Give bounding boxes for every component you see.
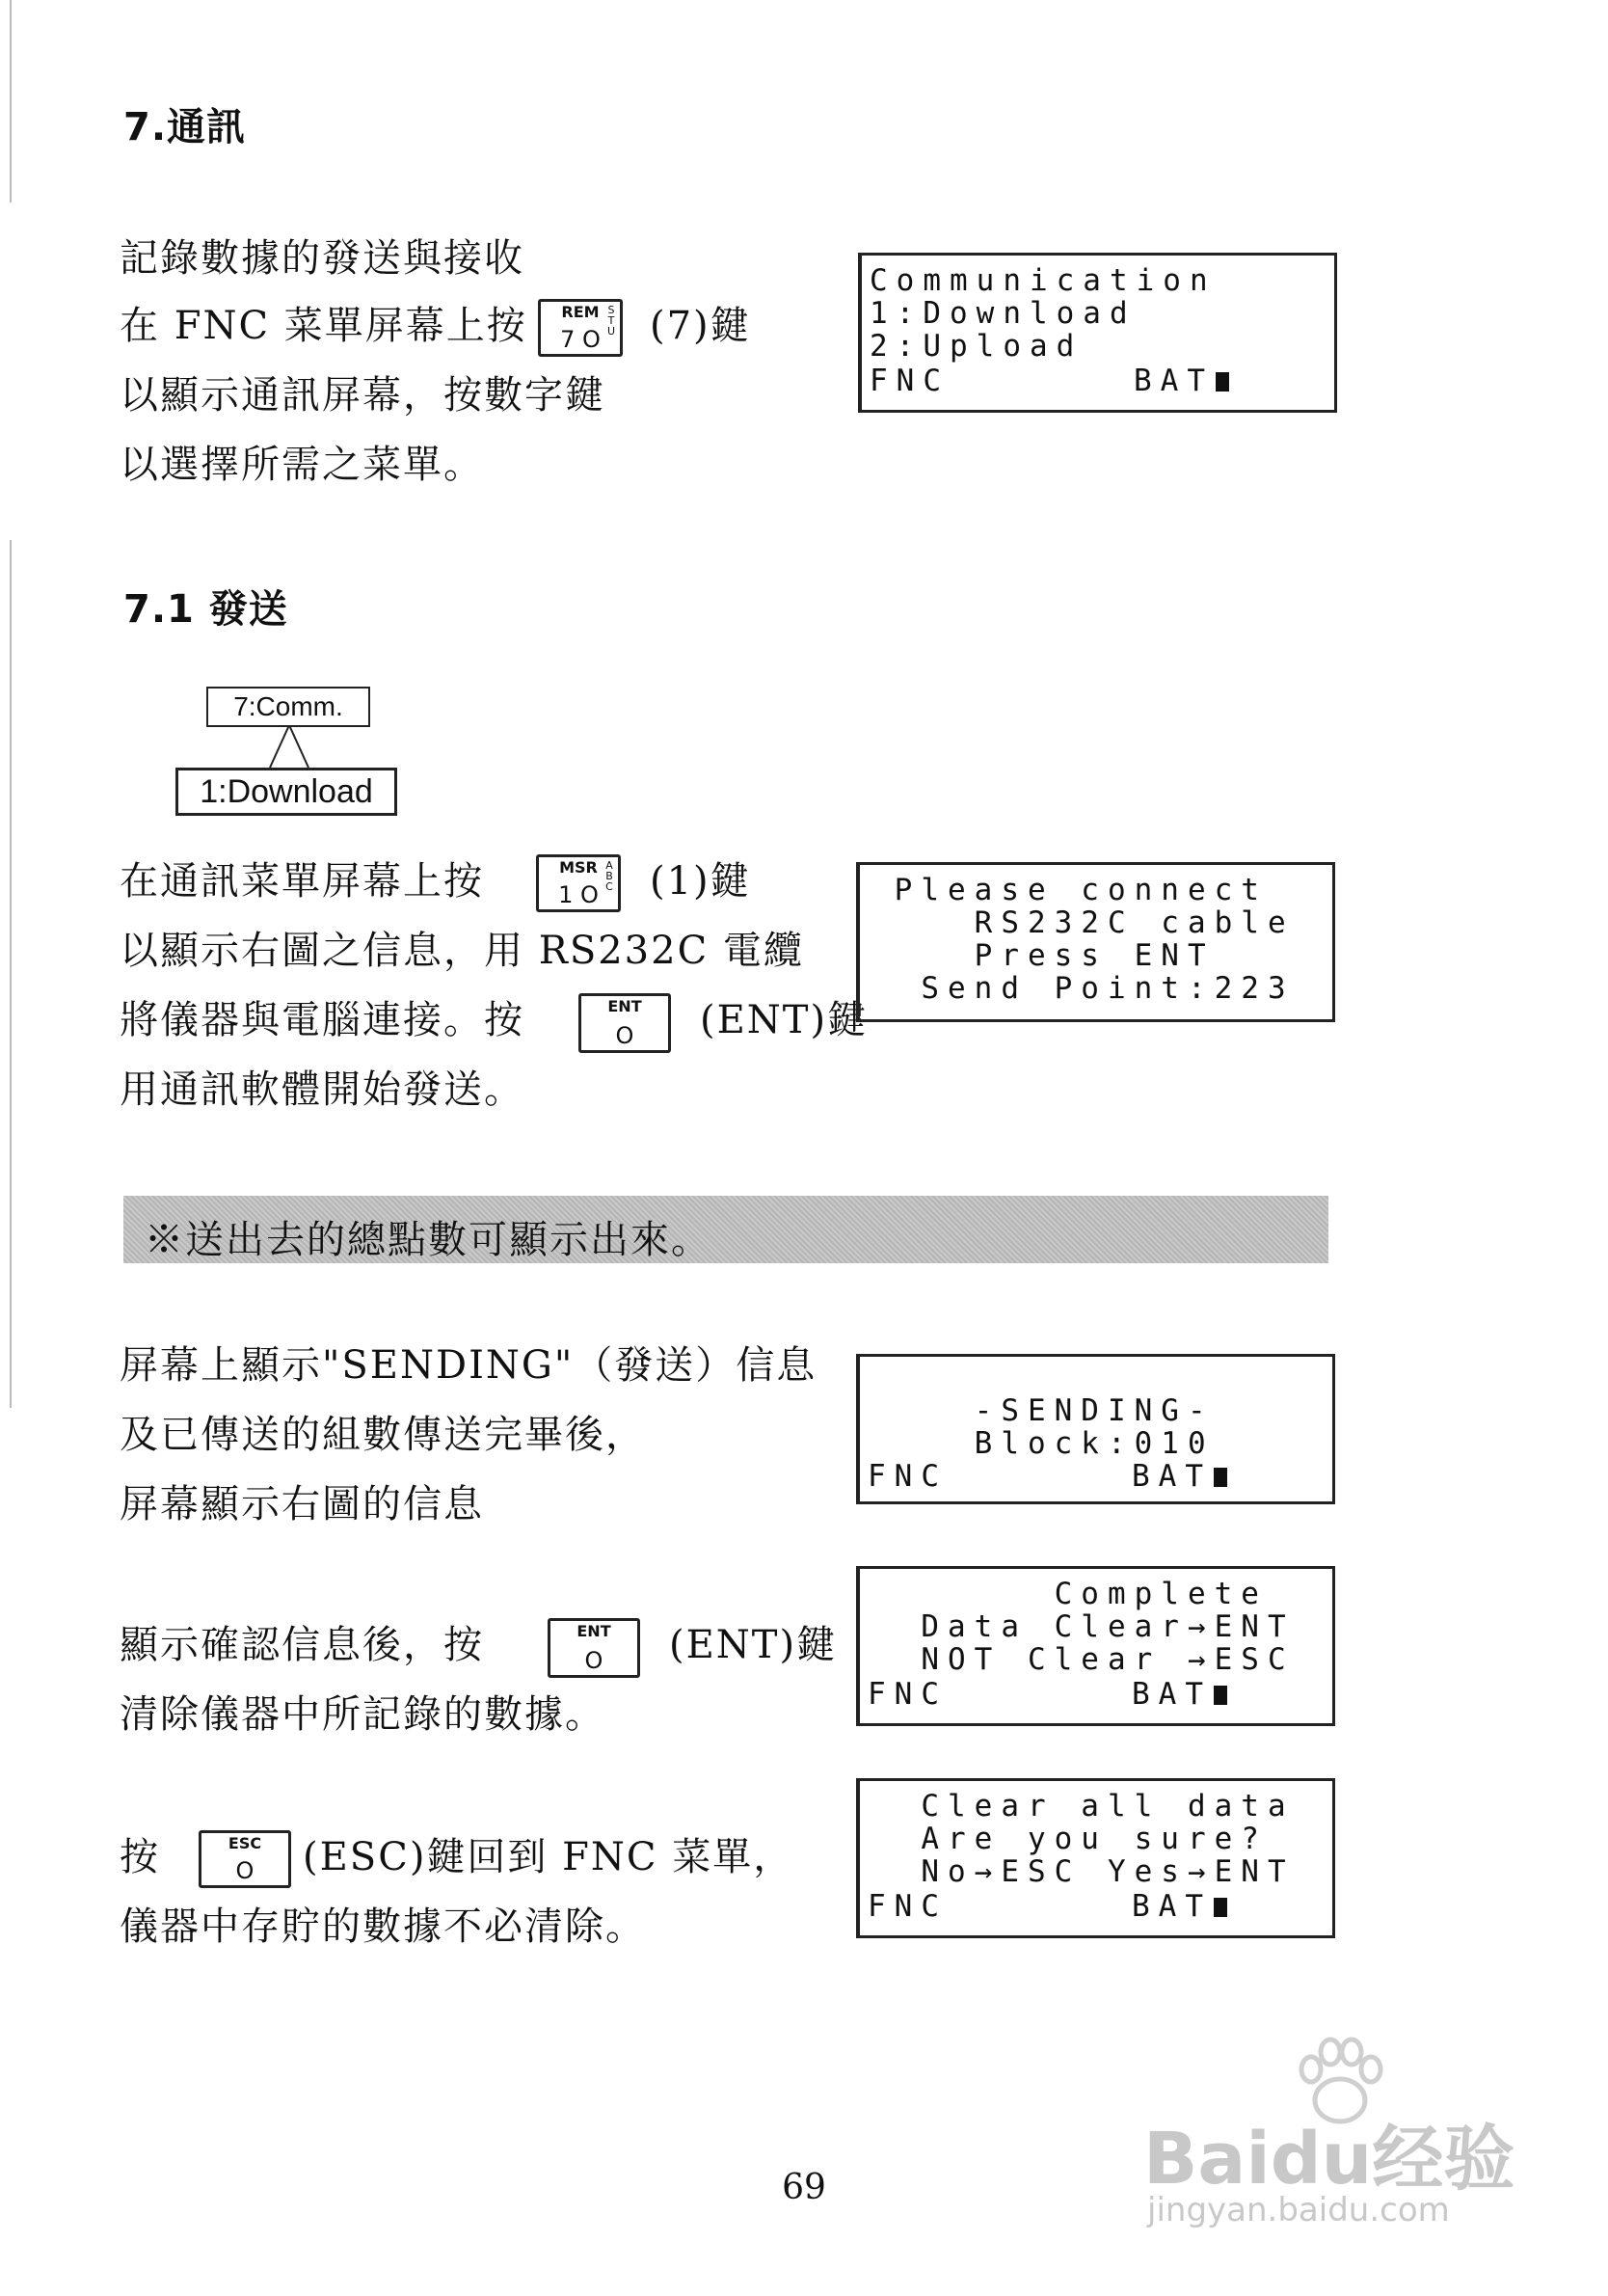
subsection-title: 7.1 發送 — [123, 587, 288, 632]
page-number: 69 — [782, 2168, 826, 2207]
lcd-clear-confirm — [856, 1778, 1335, 1938]
lcd-line: RS232C cable — [868, 905, 1295, 940]
lcd-line: Communication — [870, 263, 1217, 298]
key-bottom-label: 1 O — [558, 881, 599, 908]
lcd-line: NOT Clear →ESC — [868, 1642, 1295, 1677]
note-text: ※送出去的總點數可顯示出來。 — [145, 1218, 711, 1262]
esc-key-icon — [199, 1830, 291, 1888]
confirm-line-1: 顯示確認信息後，按 — [120, 1623, 484, 1667]
lcd-line: Data Clear→ENT — [868, 1609, 1295, 1644]
lcd-sending-status — [856, 1354, 1335, 1504]
lcd-fnc-label: FNC — [868, 1889, 948, 1924]
watermark-url: jingyan.baidu.com — [1147, 2191, 1450, 2229]
lcd-fnc-label: FNC — [868, 1459, 948, 1494]
download-ent-suffix: (ENT)鍵 — [700, 998, 869, 1042]
sending-line-3: 屏幕顯示右圖的信息 — [120, 1482, 484, 1526]
msr-key-icon — [536, 854, 621, 912]
flow-child-box: 1:Download — [175, 768, 397, 816]
esc-line-prefix: 按 — [120, 1835, 160, 1879]
key-bottom-label: O — [235, 1857, 255, 1884]
intro-line-3: 以顯示通訊屏幕，按數字鍵 — [120, 373, 605, 418]
key-side-label: S T U — [606, 304, 616, 338]
ent-key-icon — [548, 1618, 640, 1678]
intro-line-4: 以選擇所需之菜單。 — [120, 443, 484, 487]
confirm-line-2: 清除儀器中所記錄的數據。 — [120, 1692, 605, 1737]
battery-icon — [1214, 1898, 1227, 1917]
rem-key-icon — [538, 299, 623, 357]
lcd-block-count: Block:010 — [868, 1426, 1215, 1461]
lcd-line: Clear all data — [868, 1789, 1295, 1823]
lcd-fnc-label: FNC — [870, 364, 950, 398]
ent-key-icon — [578, 993, 671, 1053]
lcd-line: Please connect — [868, 873, 1268, 907]
lcd-line: -SENDING- — [868, 1393, 1215, 1428]
key-bottom-label: O — [584, 1647, 603, 1674]
lcd-line: Press ENT — [868, 938, 1215, 973]
intro-line-2: 在 FNC 菜單屏幕上按 — [120, 304, 527, 348]
key-top-label: REM — [561, 303, 600, 321]
key-top-label: ENT — [576, 1622, 611, 1640]
section-title: 7.通訊 — [123, 105, 247, 149]
intro-line-1: 記錄數據的發送與接收 — [120, 236, 524, 281]
lcd-connect-prompt — [856, 862, 1335, 1022]
margin-line — [10, 540, 12, 1408]
battery-icon — [1214, 1686, 1227, 1705]
download-line-3: 將儀器與電腦連接。按 — [120, 998, 524, 1042]
battery-icon — [1216, 372, 1229, 392]
note-banner — [123, 1196, 1328, 1263]
flow-connector — [260, 725, 318, 770]
confirm-ent-suffix: (ENT)鍵 — [669, 1623, 838, 1667]
download-line-1: 在通訊菜單屏幕上按 — [120, 859, 484, 904]
lcd-battery-indicator: BAT — [1132, 1677, 1227, 1712]
flow-parent-box: 7:Comm. — [206, 687, 370, 727]
key-side-label: A B C — [605, 859, 613, 893]
sending-line-1: 屏幕上顯示"SENDING"（發送）信息 — [120, 1343, 817, 1388]
lcd-battery-indicator: BAT — [1132, 1889, 1227, 1924]
key-bottom-label: O — [615, 1022, 634, 1049]
esc-line-2: 儀器中存貯的數據不必清除。 — [120, 1904, 646, 1949]
lcd-line: Are you sure? — [868, 1822, 1268, 1856]
lcd-fnc-label: FNC — [868, 1677, 948, 1712]
key-top-label: ENT — [607, 997, 642, 1015]
lcd-line: Complete — [868, 1577, 1268, 1611]
key-top-label: MSR — [559, 858, 598, 877]
lcd-battery-indicator: BAT — [1132, 1459, 1227, 1494]
download-key-suffix: (1)鍵 — [650, 859, 751, 904]
download-line-2: 以顯示右圖之信息，用 RS232C 電纜 — [120, 929, 804, 973]
battery-icon — [1214, 1468, 1227, 1487]
watermark-logo: Baidu经验 — [1143, 2118, 1515, 2201]
sending-line-2: 及已傳送的組數傳送完畢後， — [120, 1413, 646, 1457]
lcd-communication-menu — [858, 253, 1337, 413]
margin-line — [10, 0, 12, 203]
lcd-battery-indicator: BAT — [1134, 364, 1229, 398]
lcd-line: 1:Download — [870, 296, 1137, 331]
key-bottom-label: 7 O — [560, 326, 601, 353]
lcd-line: No→ESC Yes→ENT — [868, 1854, 1295, 1889]
lcd-complete-confirm — [856, 1566, 1335, 1726]
esc-line-1: (ESC)鍵回到 FNC 菜單， — [303, 1835, 794, 1879]
key-top-label: ESC — [228, 1834, 262, 1852]
lcd-send-point: Send Point:223 — [868, 971, 1295, 1006]
intro-key-suffix: (7)鍵 — [650, 304, 751, 348]
download-line-4: 用通訊軟體開始發送。 — [120, 1067, 524, 1112]
lcd-line: 2:Upload — [870, 329, 1084, 364]
